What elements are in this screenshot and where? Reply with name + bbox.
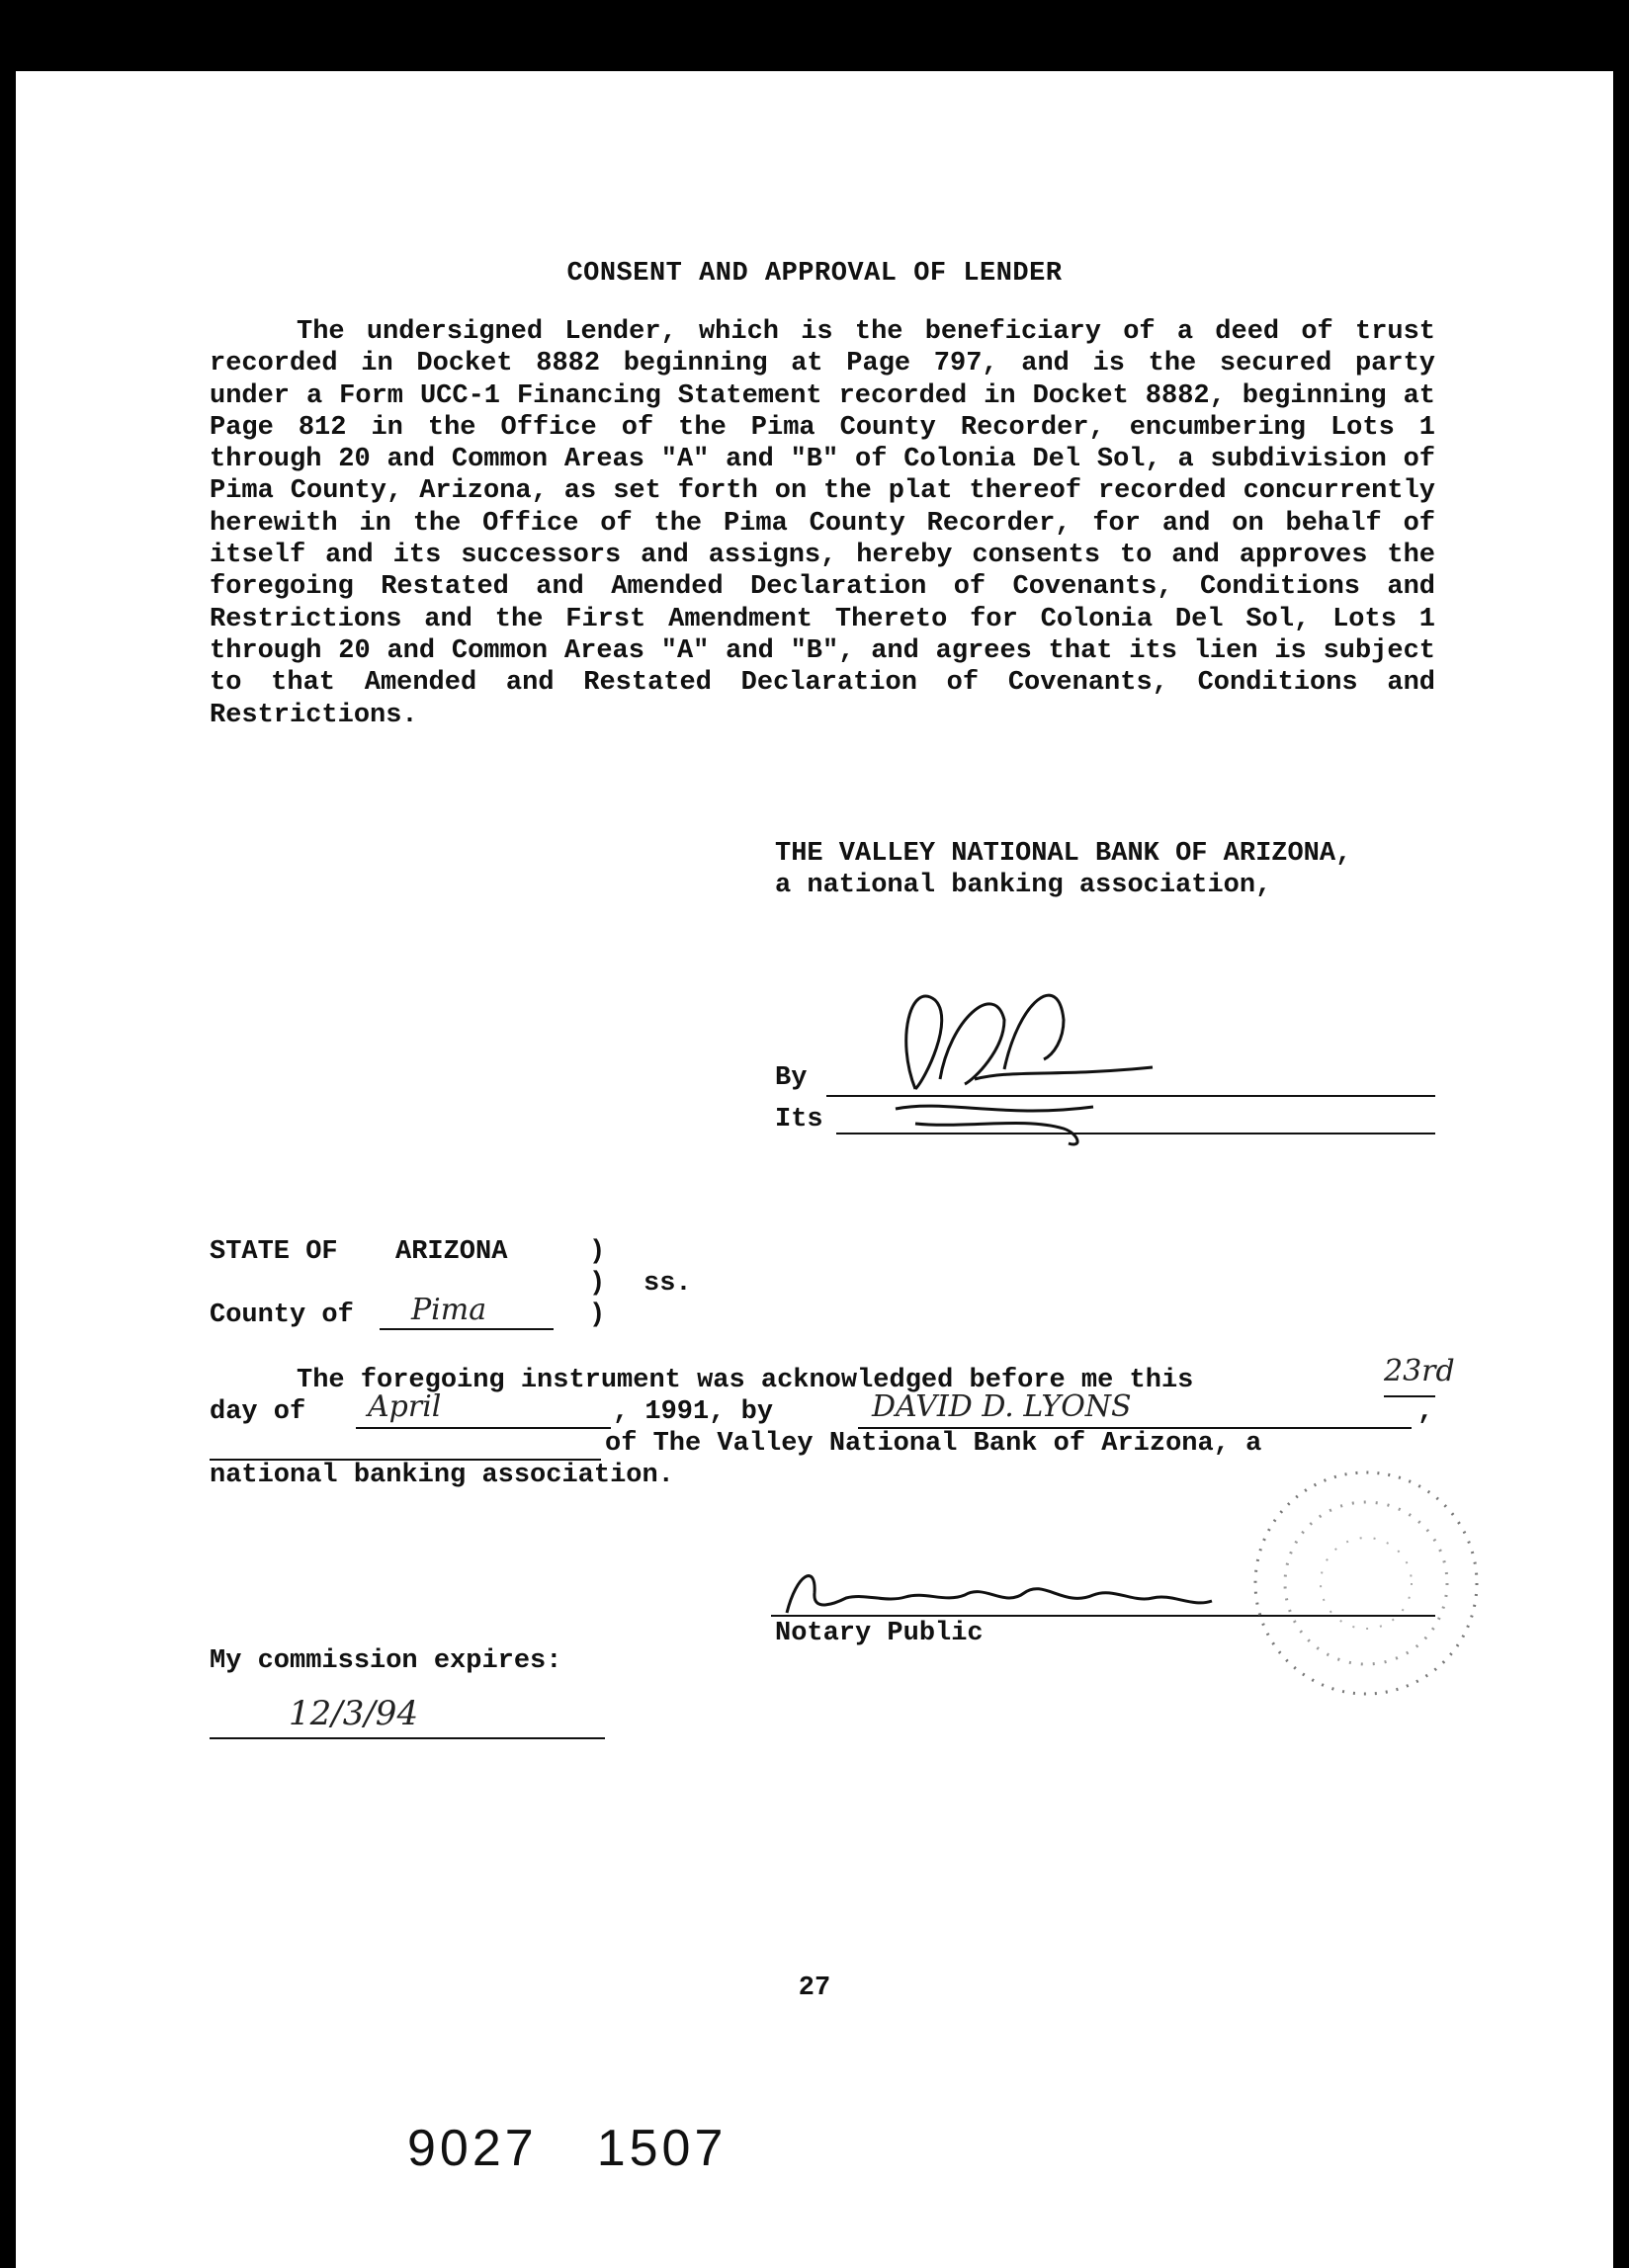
consent-paragraph: The undersigned Lender, which is the beneficiary of a deed of trust recorded in Docket 8882 beginning at Page 797, and is the secured party under a Form UCC-1 Financing Statement recorded in Docket 8882, beginning at Page 812 in the Office of the Pima County Recorder, encumbering Lots 1 through 20 and Common Areas "A" and "B" of Colonia Del Sol, a subdivision of Pima County, Arizona, as set forth on the plat thereof recorded concurrently herewith in the Office of the Pima County Recorder, for and on behalf of itself and its successors and assigns, hereby consents to and approves the foregoing Restated and Amended Declaration of Covenants, Conditions and Restrictions and the First Amendment Thereto for Colonia Del Sol, Lots 1 through 20 and Common Areas "A" and "B", and agrees that its lien is subject to that Amended and Restated Declaration of Covenants, Conditions and Restrictions. bbox=[210, 317, 1435, 730]
its-signature-line bbox=[836, 1133, 1435, 1134]
state-value: ARIZONA bbox=[395, 1237, 508, 1267]
ack-line-4: national banking association. bbox=[210, 1461, 674, 1490]
ss-label: ss. bbox=[643, 1269, 692, 1299]
document-title: CONSENT AND APPROVAL OF LENDER bbox=[566, 259, 1063, 289]
ack-line-1: The foregoing instrument was acknowledged before me this bbox=[297, 1366, 1194, 1395]
state-label: STATE OF bbox=[210, 1237, 338, 1267]
ack-line-2-year: , 1991, by bbox=[613, 1397, 774, 1427]
bank-block bbox=[775, 838, 1351, 901]
notary-seal-icon bbox=[1238, 1435, 1495, 1731]
its-label: Its bbox=[775, 1105, 823, 1134]
venue-paren-1: ) bbox=[589, 1237, 606, 1267]
ack-month-line bbox=[356, 1427, 611, 1429]
county-value: Pima bbox=[411, 1293, 487, 1327]
commission-date: 12/3/94 bbox=[289, 1694, 419, 1733]
docket-number bbox=[407, 2119, 786, 2178]
page-number: 27 bbox=[798, 1974, 831, 2003]
commission-line bbox=[210, 1737, 605, 1739]
notary-public-label: Notary Public bbox=[775, 1619, 984, 1648]
bank-name: THE VALLEY NATIONAL BANK OF ARIZONA, bbox=[775, 839, 1352, 869]
county-label: County of bbox=[210, 1301, 354, 1330]
docket-page: 1507 bbox=[596, 2120, 728, 2177]
county-line bbox=[380, 1328, 554, 1330]
ack-line-3: of The Valley National Bank of Arizona, a bbox=[605, 1429, 1262, 1459]
commission-label: My commission expires: bbox=[210, 1646, 562, 1676]
lender-signature bbox=[856, 961, 1192, 1158]
ack-day: 23rd bbox=[1384, 1354, 1455, 1388]
by-label: By bbox=[775, 1063, 808, 1093]
bank-description: a national banking association, bbox=[775, 871, 1272, 900]
docket-book: 9027 bbox=[407, 2120, 538, 2177]
ack-line-2-start: day of bbox=[210, 1397, 306, 1427]
ack-comma: , bbox=[1417, 1397, 1434, 1427]
venue-paren-3: ) bbox=[589, 1301, 606, 1330]
ack-month: April bbox=[368, 1389, 442, 1424]
ack-name: DAVID D. LYONS bbox=[872, 1389, 1132, 1424]
venue-paren-2: ) bbox=[589, 1269, 606, 1299]
by-signature-line bbox=[826, 1095, 1435, 1097]
document-page bbox=[16, 71, 1613, 2268]
